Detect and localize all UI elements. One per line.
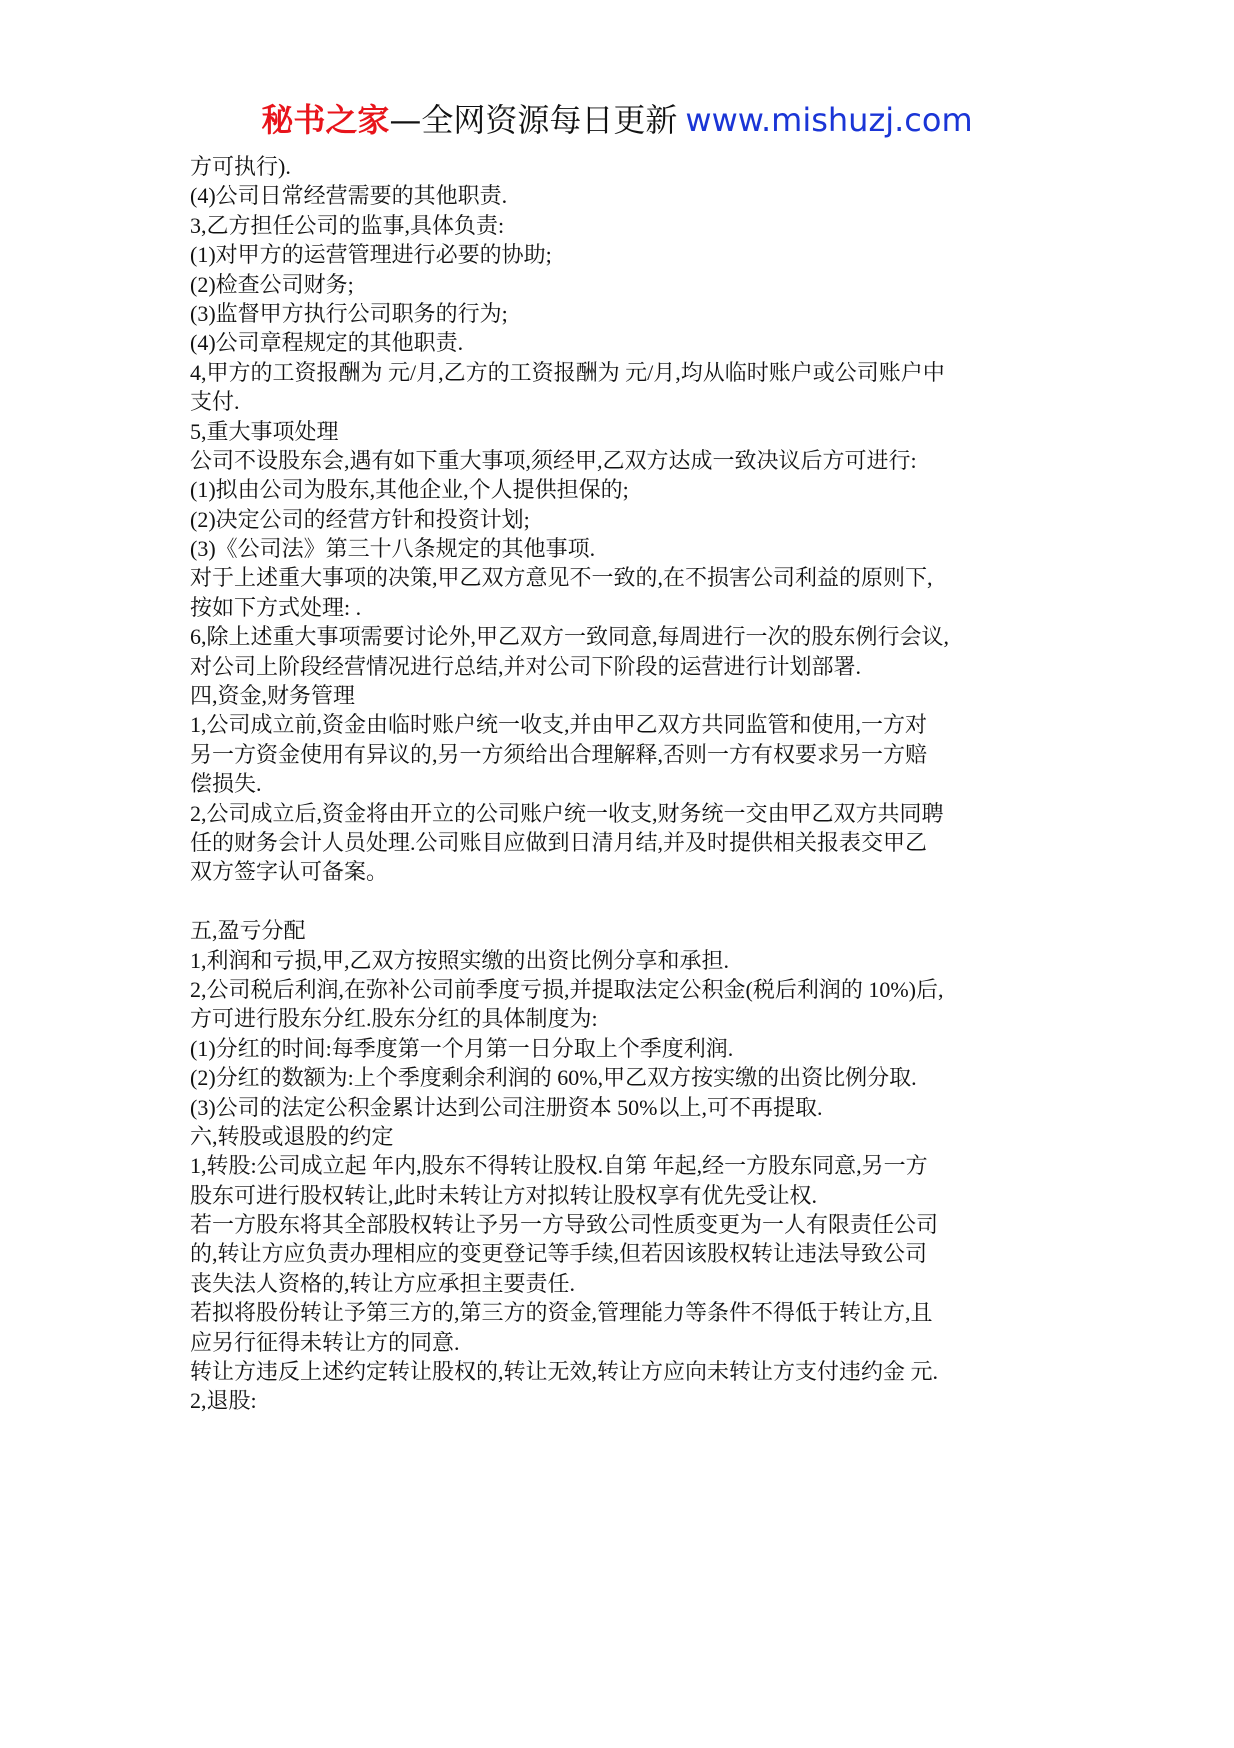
document-line: (4)公司章程规定的其他职责. bbox=[190, 330, 464, 356]
document-line: 另一方资金使用有异议的,另一方须给出合理解释,否则一方有权要求另一方赔 bbox=[190, 741, 928, 767]
document-line: (1)拟由公司为股东,其他企业,个人提供担保的; bbox=[190, 477, 629, 503]
document-line: 对于上述重大事项的决策,甲乙双方意见不一致的,在不损害公司利益的原则下, bbox=[190, 565, 933, 591]
document-line: (1)分红的时间:每季度第一个月第一日分取上个季度利润. bbox=[190, 1035, 734, 1061]
document-line: 的,转让方应负责办理相应的变更登记等手续,但若因该股权转让违法导致公司 bbox=[190, 1241, 928, 1267]
document-line: 3,乙方担任公司的监事,具体负责: bbox=[190, 212, 505, 238]
document-line: 公司不设股东会,遇有如下重大事项,须经甲,乙双方达成一致决议后方可进行: bbox=[190, 447, 917, 473]
document-line: 4,甲方的工资报酬为 元/月,乙方的工资报酬为 元/月,均从临时账户或公司账户中 bbox=[190, 359, 945, 385]
document-line: 按如下方式处理: . bbox=[190, 594, 362, 620]
document-line: 任的财务会计人员处理.公司账目应做到日清月结,并及时提供相关报表交甲乙 bbox=[190, 829, 928, 855]
document-line: 六,转股或退股的约定 bbox=[190, 1123, 394, 1149]
document-line: 2,退股: bbox=[190, 1388, 257, 1414]
document-line: 丧失法人资格的,转让方应承担主要责任. bbox=[190, 1270, 576, 1296]
document-line: 对公司上阶段经营情况进行总结,并对公司下阶段的运营进行计划部署. bbox=[190, 653, 862, 679]
document-line: 方可执行). bbox=[190, 154, 291, 179]
document-line: 2,公司税后利润,在弥补公司前季度亏损,并提取法定公积金(税后利润的 10%)后, bbox=[190, 976, 944, 1002]
document-line: 2,公司成立后,资金将由开立的公司账户统一收支,财务统一交由甲乙双方共同聘 bbox=[190, 800, 944, 826]
document-line: (2)检查公司财务; bbox=[190, 271, 354, 297]
document-line: 若拟将股份转让予第三方的,第三方的资金,管理能力等条件不得低于转让方,且 bbox=[190, 1300, 933, 1326]
document-line: 1,公司成立前,资金由临时账户统一收支,并由甲乙双方共同监管和使用,一方对 bbox=[190, 712, 928, 738]
document-line: (2)分红的数额为:上个季度剩余利润的 60%,甲乙双方按实缴的出资比例分取. bbox=[190, 1065, 917, 1091]
document-line: 双方签字认可备案。 bbox=[190, 859, 389, 885]
document-line: 股东可进行股权转让,此时未转让方对拟转让股权享有优先受让权. bbox=[190, 1182, 818, 1208]
document-line: (4)公司日常经营需要的其他职责. bbox=[190, 183, 508, 209]
document-line: 6,除上述重大事项需要讨论外,甲乙双方一致同意,每周进行一次的股东例行会议, bbox=[190, 624, 950, 650]
site-header bbox=[0, 98, 1234, 142]
document-line: 转让方违反上述约定转让股权的,转让无效,转让方应向未转让方支付违约金 元. bbox=[190, 1359, 939, 1385]
document-line: (3)《公司法》第三十八条规定的其他事项. bbox=[190, 536, 596, 562]
document-line: 5,重大事项处理 bbox=[190, 418, 339, 444]
document-line: 偿损失. bbox=[190, 771, 262, 797]
document-line: (3)监督甲方执行公司职务的行为; bbox=[190, 300, 508, 326]
document-line: 五,盈亏分配 bbox=[190, 918, 306, 944]
blank-line bbox=[190, 887, 1070, 916]
document-line: 1,利润和亏损,甲,乙双方按照实缴的出资比例分享和承担. bbox=[190, 947, 730, 973]
document-body bbox=[190, 152, 1070, 1416]
document-line: 支付. bbox=[190, 389, 240, 415]
document-line: 应另行征得未转让方的同意. bbox=[190, 1329, 460, 1355]
site-url-link[interactable]: www.mishuzj.com bbox=[685, 101, 973, 139]
brand-name: 秘书之家 bbox=[261, 101, 390, 139]
document-line: 若一方股东将其全部股权转让予另一方导致公司性质变更为一人有限责任公司 bbox=[190, 1212, 939, 1238]
document-line: 方可进行股东分红.股东分红的具体制度为: bbox=[190, 1006, 598, 1032]
header-tagline: —全网资源每日更新 bbox=[389, 101, 678, 139]
document-line: (2)决定公司的经营方针和投资计划; bbox=[190, 506, 530, 532]
document-line: 1,转股:公司成立起 年内,股东不得转让股权.自第 年起,经一方股东同意,另一方 bbox=[190, 1153, 928, 1179]
document-line: (1)对甲方的运营管理进行必要的协助; bbox=[190, 242, 552, 268]
document-line: 四,资金,财务管理 bbox=[190, 683, 356, 709]
document-line: (3)公司的法定公积金累计达到公司注册资本 50%以上,可不再提取. bbox=[190, 1094, 823, 1120]
